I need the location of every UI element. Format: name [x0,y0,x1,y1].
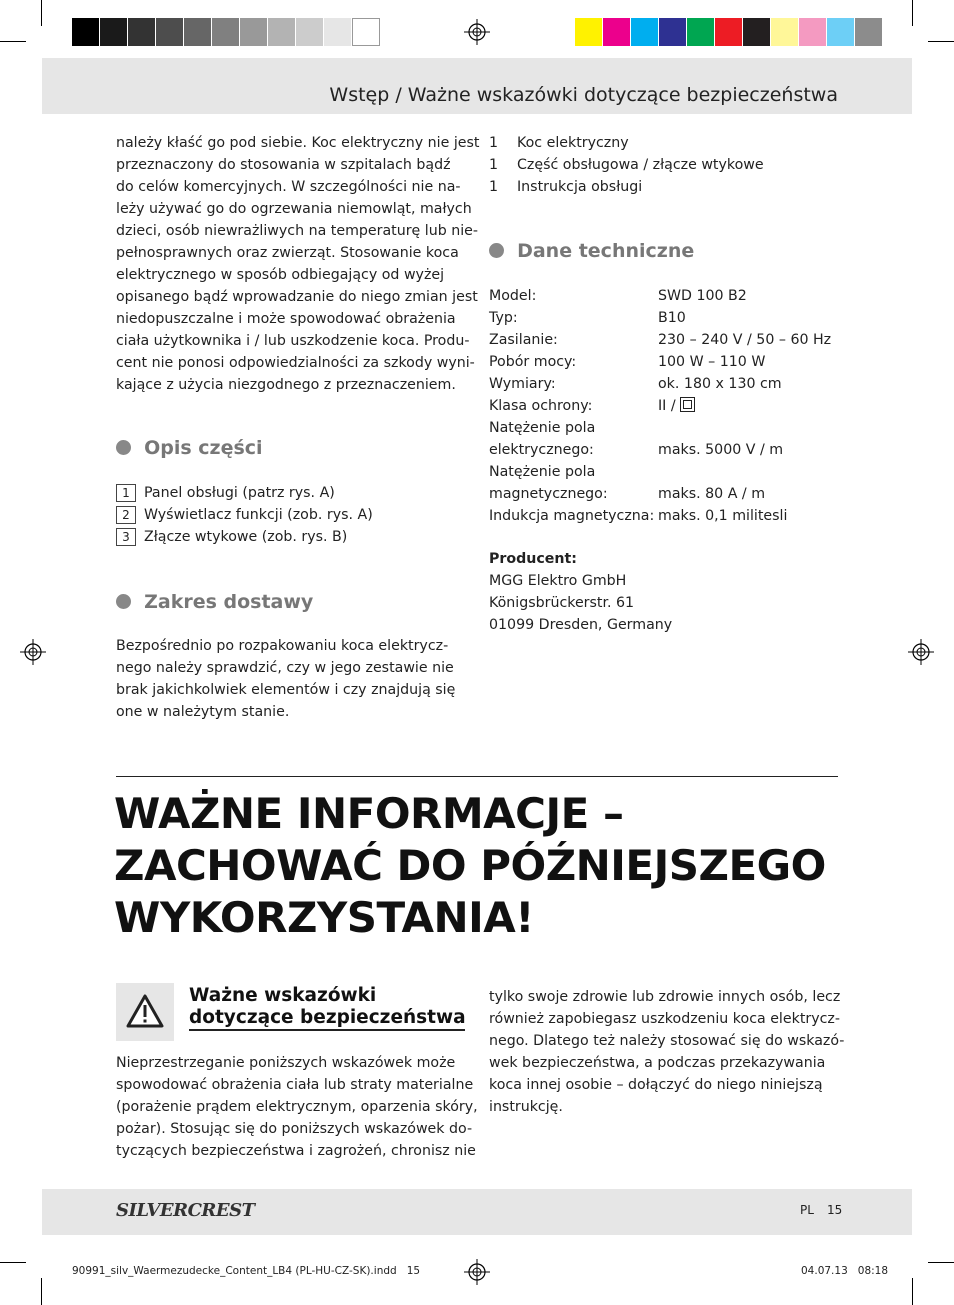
list-item [116,526,468,548]
part-label: Złącze wtykowe (zob. rys. B) [144,529,348,545]
divider [116,776,838,777]
color-swatch [827,18,855,46]
part-number: 1 [116,484,136,502]
crop-mark [912,1278,913,1305]
print-datetime: 04.07.13 08:18 [801,1265,889,1277]
color-swatch [72,18,100,46]
color-swatch [296,18,324,46]
text-line: pożar). Stosując się do poniższych wskazówek do- [116,1121,473,1137]
heading-underline [189,1029,465,1031]
text-line: Bezpośrednio po rozpakowaniu koca elektrycz- [116,638,449,654]
double-insulation-icon [680,397,695,412]
section-heading: Opis części [144,437,263,459]
text-line: ciała użytkownika i / lub uszkodzenie koca. Produ- [116,333,470,349]
text-line: wek bezpieczeństwa, a podczas przekazywania [489,1055,826,1071]
item-qty: 1 [489,135,499,151]
text-line: tyczących bezpieczeństwa i zagrożeń, chronisz nie [116,1143,476,1159]
text-line: nego należy sprawdzić, czy w jego zestawie nie [116,660,454,676]
list-item [489,176,841,198]
file-info: 90991_silv_Waermezudecke_Content_LB4 (PL-HU-CZ-SK).indd 15 [72,1265,421,1277]
part-number: 2 [116,506,136,524]
heading-line: dotyczące bezpieczeństwa [189,1007,466,1028]
crop-mark [928,41,954,42]
color-swatch [352,18,380,46]
table-row [489,373,849,395]
crop-mark [0,1262,26,1263]
spec-label: Natężenie pola [489,420,596,436]
parts-list [116,482,468,548]
spec-value: SWD 100 B2 [658,288,747,304]
table-row [489,307,849,329]
text-line: Nieprzestrzeganie poniższych wskazówek może [116,1055,456,1071]
table-row [489,439,849,461]
text-line: nego. Dlatego też należy stosować się do wskazó- [489,1033,845,1049]
color-swatch [324,18,352,46]
title-line: ZACHOWAĆ DO PÓŹNIEJSZEGO [114,841,826,890]
color-swatch [128,18,156,46]
spec-value: maks. 5000 V / m [658,442,784,458]
list-item [116,504,468,526]
table-row [489,483,849,505]
spec-label: Model: [489,288,537,304]
text-line: tylko swoje zdrowie lub zdrowie innych osób, lecz [489,989,841,1005]
part-label: Panel obsługi (patrz rys. A) [144,485,335,501]
bullet-icon [116,594,131,609]
color-swatch [100,18,128,46]
spec-value: ok. 180 x 130 cm [658,376,782,392]
registration-mark-icon [464,19,490,45]
language-code: PL [800,1203,814,1217]
delivery-paragraph [116,635,468,723]
spec-label: Zasilanie: [489,332,558,348]
color-swatch [268,18,296,46]
color-swatch [687,18,715,46]
text-line: instrukcję. [489,1099,563,1115]
table-row [489,505,849,527]
text-line: spowodować obrażenia ciała lub straty materialne [116,1077,474,1093]
warning-triangle-icon [116,983,174,1041]
registration-mark-icon [464,1259,490,1285]
safety-paragraph-left [116,1052,478,1162]
crop-mark [0,41,26,42]
crop-mark [41,0,42,26]
spec-label: Klasa ochrony: [489,398,593,414]
safety-paragraph-right [489,986,845,1118]
producer-line: 01099 Dresden, Germany [489,617,673,633]
table-row [489,395,849,417]
text-line: należy kłaść go pod siebie. Koc elektryczny nie jest [116,135,480,151]
color-swatch [184,18,212,46]
delivery-items-list [489,132,841,198]
spec-label: Wymiary: [489,376,556,392]
list-item [116,482,468,504]
color-swatch [799,18,827,46]
table-row [489,417,849,439]
bullet-icon [489,243,504,258]
producer-line: MGG Elektro GmbH [489,573,627,589]
color-swatch [603,18,631,46]
tech-specs-table [489,285,849,527]
list-item [489,132,841,154]
registration-mark-icon [20,639,46,665]
section-heading: Dane techniczne [517,240,695,262]
part-label: Wyświetlacz funkcji (zob. rys. A) [144,507,373,523]
spec-label: Indukcja magnetyczna: [489,508,655,524]
spec-label: Pobór mocy: [489,354,577,370]
bullet-icon [116,440,131,455]
crop-mark [912,0,913,26]
part-number: 3 [116,528,136,546]
table-row [489,351,849,373]
spec-label: Typ: [489,310,518,326]
text-line: koca innej osobie – dołączyć do niego niniejszą [489,1077,823,1093]
producer-block [489,548,841,636]
table-row [489,329,849,351]
color-swatch [855,18,883,46]
producer-line: Königsbrückerstr. 61 [489,595,635,611]
title-line: WAŻNE INFORMACJE – [114,789,624,838]
brand-logo: SILVERCREST [116,1200,255,1221]
spec-value: maks. 80 A / m [658,486,766,502]
text-line: niedopuszczalne i może spowodować obrażenia [116,311,456,327]
spec-value: maks. 0,1 militesli [658,508,788,524]
table-row [489,285,849,307]
heading-line: Ważne wskazówki [189,985,377,1006]
tech-heading [489,240,694,262]
item-qty: 1 [489,157,499,173]
section-heading: Zakres dostawy [144,591,314,613]
color-swatch [715,18,743,46]
text-line: elektrycznego w sposób odbiegający od wyżej [116,267,445,283]
page-header-title: Wstęp / Ważne wskazówki dotyczące bezpieczeństwa [329,84,838,106]
text-line: cent nie ponosi odpowiedzialności za szkody wyni- [116,355,475,371]
color-swatch [212,18,240,46]
page-number: 15 [827,1203,843,1217]
crop-mark [928,1262,954,1263]
item-label: Instrukcja obsługi [517,179,643,195]
list-item [489,154,841,176]
text-line: również zapobiegasz uszkodzeniu koca elektrycz- [489,1011,840,1027]
text-line: dzieci, osób niewrażliwych na temperaturę lub nie- [116,223,479,239]
color-swatch [240,18,268,46]
color-swatch [771,18,799,46]
spec-value: 100 W – 110 W [658,354,766,370]
big-title [114,788,854,944]
color-swatch [156,18,184,46]
producer-label: Producent: [489,551,577,567]
spec-label: Natężenie pola [489,464,596,480]
text-line: (porażenie prądem elektrycznym, oparzenia skóry, [116,1099,478,1115]
text-line: one w należytym stanie. [116,704,290,720]
table-row [489,461,849,483]
warning-box [116,983,174,1041]
text-line: przeznaczony do stosowania w szpitalach bądź [116,157,451,173]
color-swatch [659,18,687,46]
item-qty: 1 [489,179,499,195]
text-line: leży używać go do ogrzewania niemowląt, małych [116,201,472,217]
item-label: Część obsługowa / złącze wtykowe [517,157,764,173]
registration-mark-icon [908,639,934,665]
safety-heading [189,985,466,1029]
item-label: Koc elektryczny [517,135,629,151]
spec-value: II / [658,398,681,414]
text-line: opisanego bądź wprowadzanie do niego zmian jest [116,289,478,305]
spec-label: magnetycznego: [489,486,608,502]
delivery-heading [116,591,313,613]
intro-paragraph [116,132,480,396]
color-swatch [631,18,659,46]
spec-value: 230 – 240 V / 50 – 60 Hz [658,332,832,348]
crop-mark [41,1278,42,1305]
spec-value: B10 [658,310,686,326]
spec-label: elektrycznego: [489,442,594,458]
title-line: WYKORZYSTANIA! [114,893,534,942]
color-swatch [743,18,771,46]
text-line: kające z użycia niezgodnego z przeznaczeniem. [116,377,456,393]
color-swatch [575,18,603,46]
text-line: brak jakichkolwiek elementów i czy znajdują się [116,682,456,698]
text-line: pełnosprawnych oraz zwierząt. Stosowanie koca [116,245,459,261]
text-line: do celów komercyjnych. W szczególności nie na- [116,179,461,195]
parts-heading [116,437,263,459]
